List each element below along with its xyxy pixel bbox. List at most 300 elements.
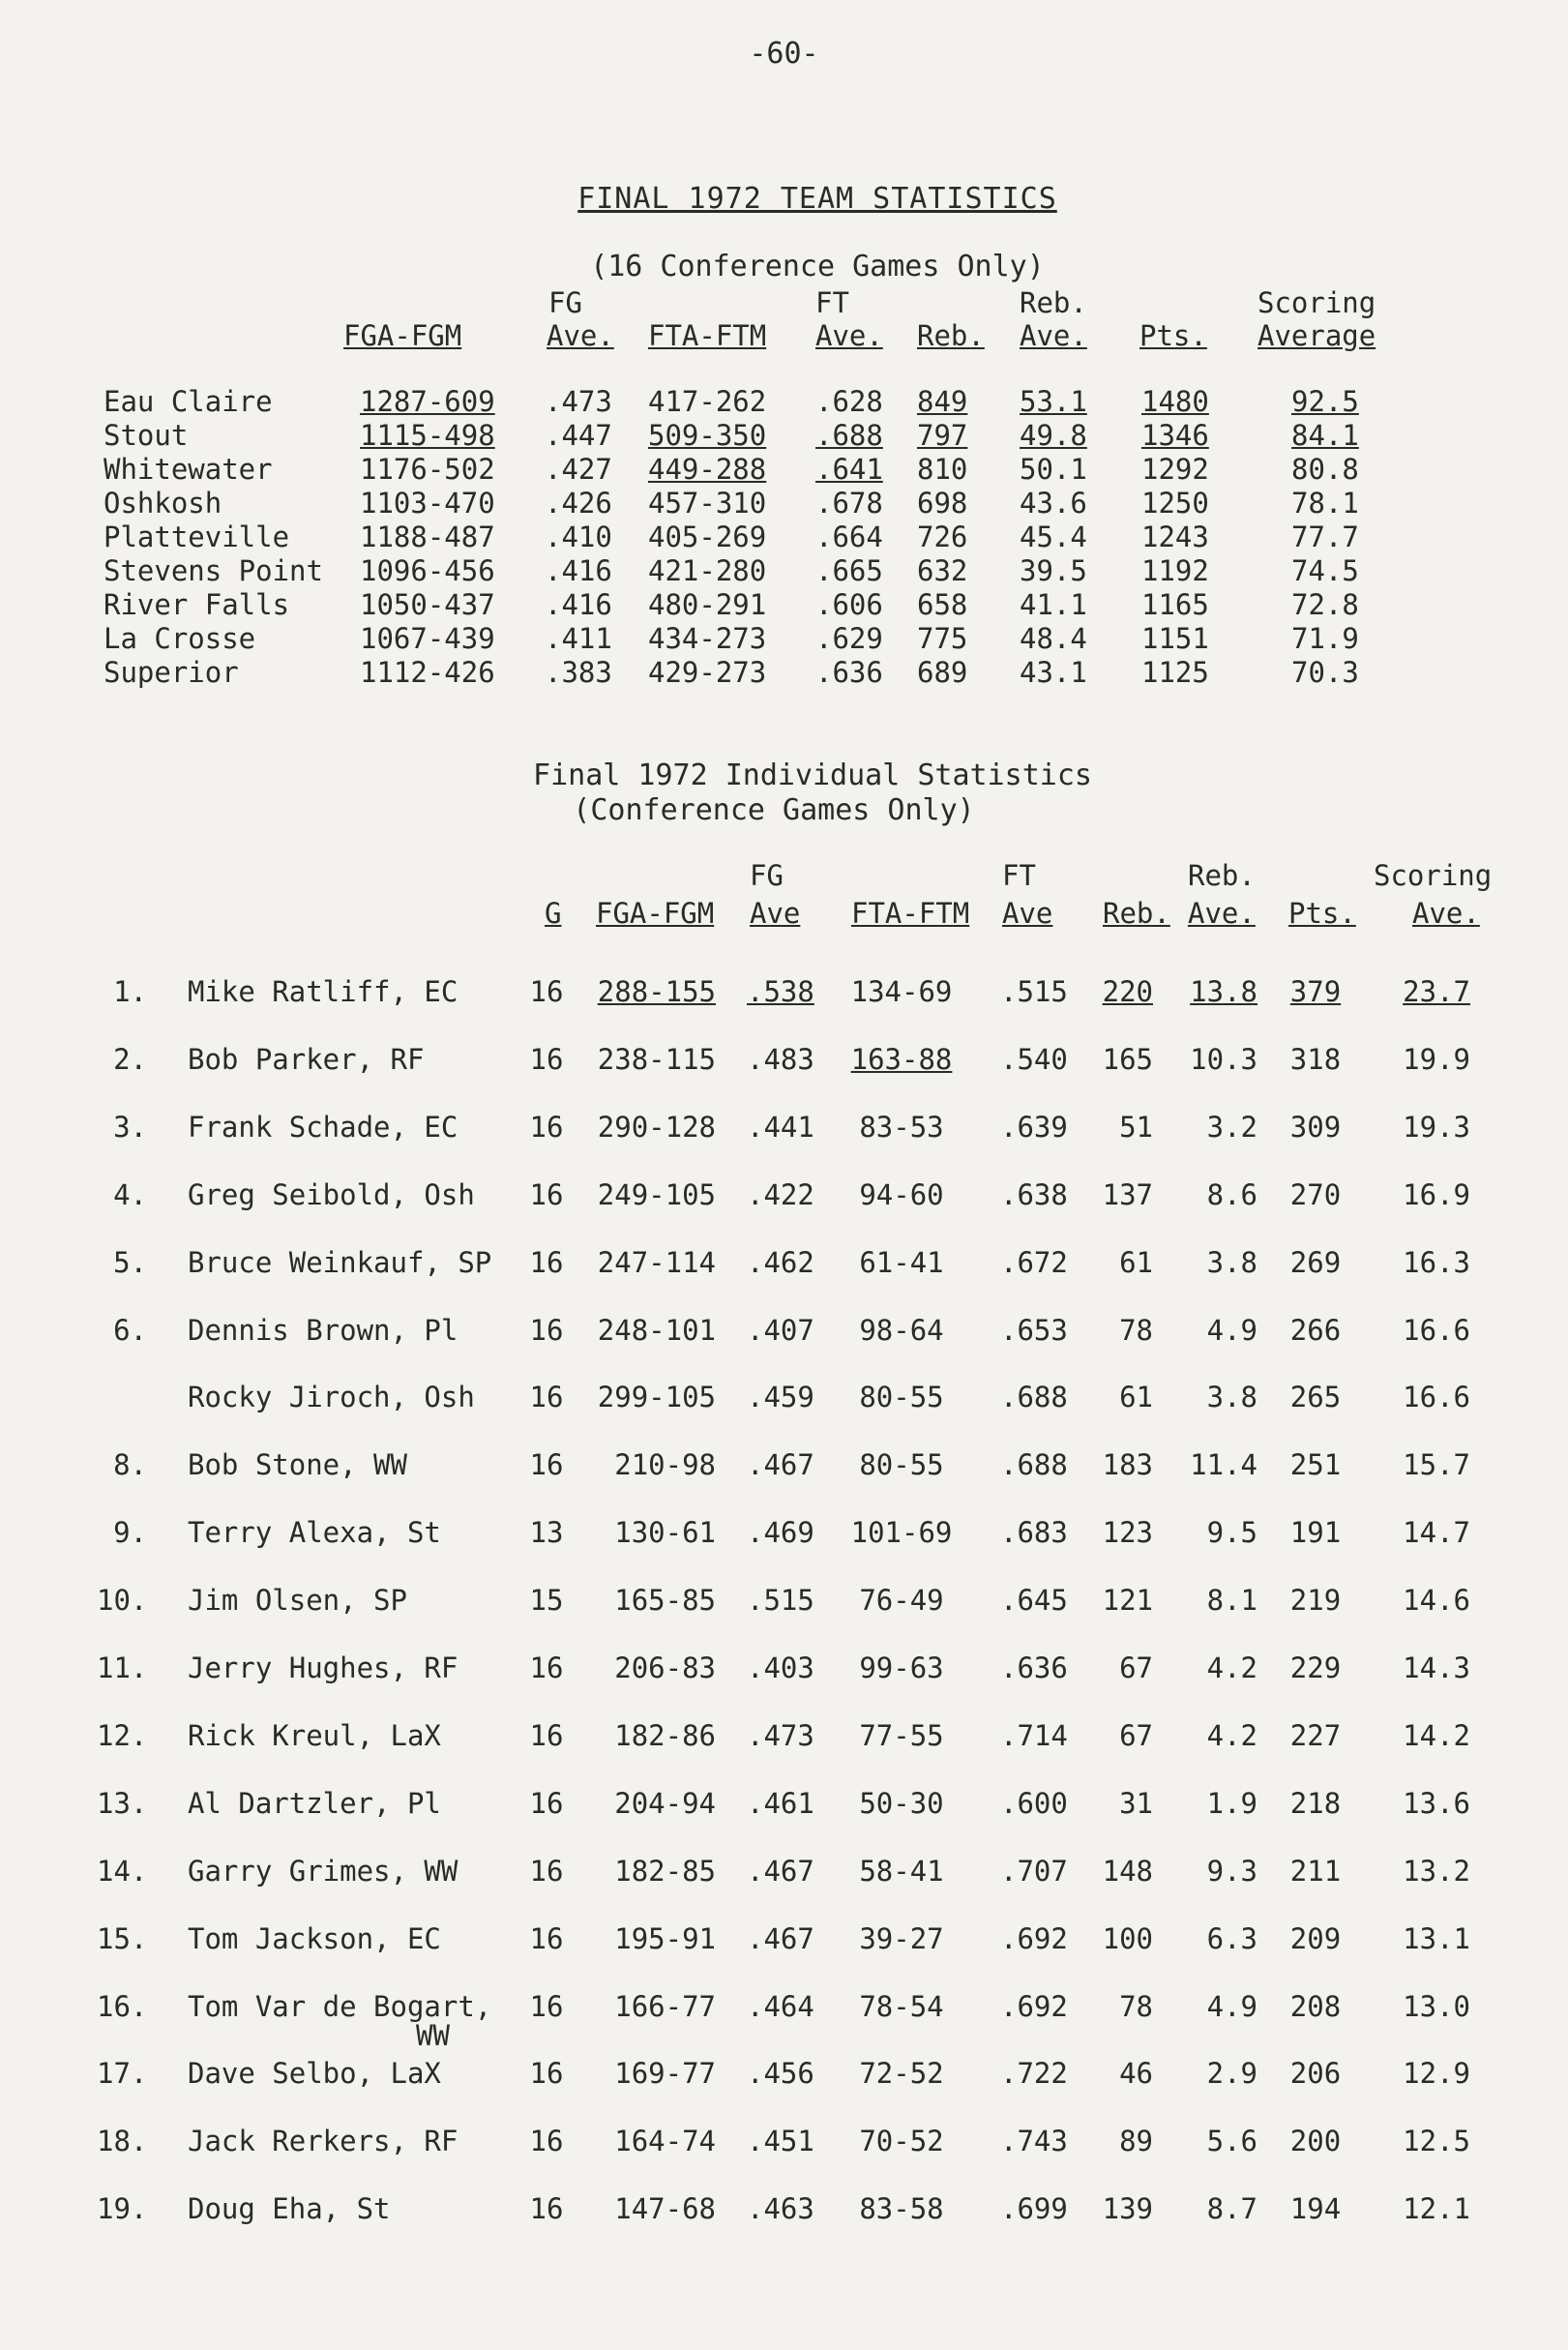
player-fg-ave: .467 (747, 1922, 814, 1955)
team-reb: 810 (917, 453, 968, 486)
player-reb: 61 (1119, 1381, 1153, 1413)
team-avg: 70.3 (1291, 656, 1359, 689)
player-games: 16 (529, 975, 564, 1008)
team-header-pts: Pts. (1139, 319, 1207, 352)
team-pts: 1250 (1141, 487, 1209, 520)
player-name: Jack Rerkers, RF (188, 2125, 459, 2157)
player-reb-ave: 5.6 (1206, 2125, 1257, 2157)
team-pts: 1292 (1141, 453, 1209, 486)
player-fg-ave: .456 (747, 2057, 814, 2090)
player-fta-ftm: 76-49 (859, 1584, 944, 1617)
player-fga-fgm: 182-86 (614, 1719, 716, 1752)
team-reb-ave: 39.5 (1020, 554, 1087, 587)
player-fg-ave: .538 (747, 975, 814, 1008)
team-fg-ave: .410 (545, 521, 612, 553)
team-ft-ave: .636 (815, 656, 883, 689)
player-fga-fgm: 204-94 (614, 1787, 716, 1820)
player-reb-ave: 4.9 (1206, 1990, 1257, 2023)
player-reb: 67 (1119, 1719, 1153, 1752)
team-name: Stout (104, 419, 189, 452)
player-fta-ftm: 163-88 (850, 1043, 953, 1076)
team-avg: 74.5 (1291, 554, 1359, 587)
ind-header-scoring: Scoring (1374, 859, 1493, 892)
player-name: Jim Olsen, SP (188, 1584, 407, 1617)
player-reb: 78 (1119, 1990, 1153, 2023)
player-avg: 13.6 (1403, 1787, 1470, 1820)
player-avg: 15.7 (1403, 1448, 1470, 1481)
player-reb-ave: 3.2 (1206, 1111, 1257, 1144)
player-ft-ave: .699 (1000, 2192, 1068, 2225)
player-ft-ave: .600 (1000, 1787, 1068, 1820)
team-fta-ftm: 480-291 (648, 588, 767, 621)
player-reb-ave: 4.2 (1206, 1651, 1257, 1684)
team-ft-ave: .628 (815, 385, 883, 418)
team-fta-ftm: 449-288 (648, 453, 767, 486)
player-name-continued: WW (416, 2019, 450, 2052)
team-pts: 1192 (1141, 554, 1209, 587)
player-fta-ftm: 101-69 (850, 1516, 953, 1549)
team-fta-ftm: 457-310 (648, 487, 767, 520)
player-pts: 211 (1289, 1855, 1342, 1888)
player-fg-ave: .422 (747, 1178, 814, 1211)
player-fg-ave: .462 (747, 1246, 814, 1279)
player-fg-ave: .515 (747, 1584, 814, 1617)
player-avg: 16.3 (1403, 1246, 1470, 1279)
player-pts: 251 (1289, 1448, 1342, 1481)
team-fga-fgm: 1287-609 (360, 385, 495, 418)
player-reb: 220 (1102, 975, 1153, 1008)
team-pts: 1125 (1141, 656, 1209, 689)
player-name: Tom Var de Bogart, (188, 1990, 492, 2023)
player-pts: 227 (1289, 1719, 1342, 1752)
player-fga-fgm: 182-85 (614, 1855, 716, 1888)
ind-header-ave: Ave. (1412, 897, 1480, 930)
team-pts: 1243 (1141, 521, 1209, 553)
player-pts: 200 (1289, 2125, 1342, 2157)
team-reb-ave: 48.4 (1020, 622, 1087, 655)
player-avg: 12.5 (1403, 2125, 1470, 2157)
player-fg-ave: .467 (747, 1448, 814, 1481)
player-rank: 18. (97, 2125, 148, 2157)
player-reb-ave: 13.8 (1190, 975, 1257, 1008)
team-name: Stevens Point (104, 554, 323, 587)
team-ft-ave: .629 (815, 622, 883, 655)
team-fga-fgm: 1188-487 (360, 521, 495, 553)
player-name: Bob Stone, WW (188, 1448, 407, 1481)
team-fta-ftm: 434-273 (648, 622, 767, 655)
team-reb: 698 (917, 487, 968, 520)
team-avg: 77.7 (1291, 521, 1359, 553)
player-reb: 123 (1102, 1516, 1153, 1549)
player-rank: 3. (113, 1111, 147, 1144)
team-pts: 1346 (1141, 419, 1209, 452)
team-fga-fgm: 1176-502 (360, 453, 495, 486)
player-games: 16 (529, 1111, 564, 1144)
player-name: Mike Ratliff, EC (188, 975, 459, 1008)
player-pts: 318 (1289, 1043, 1342, 1076)
player-reb-ave: 1.9 (1206, 1787, 1257, 1820)
player-avg: 14.6 (1403, 1584, 1470, 1617)
player-games: 16 (529, 1990, 564, 2023)
player-reb: 100 (1102, 1922, 1153, 1955)
player-ft-ave: .692 (1000, 1990, 1068, 2023)
player-fg-ave: .403 (747, 1651, 814, 1684)
player-fta-ftm: 70-52 (859, 2125, 944, 2157)
player-fg-ave: .461 (747, 1787, 814, 1820)
player-name: Rick Kreul, LaX (188, 1719, 441, 1752)
player-fta-ftm: 58-41 (859, 1855, 944, 1888)
team-fga-fgm: 1112-426 (360, 656, 495, 689)
player-fta-ftm: 39-27 (859, 1922, 944, 1955)
player-reb: 148 (1102, 1855, 1153, 1888)
player-pts: 209 (1289, 1922, 1342, 1955)
player-fta-ftm: 61-41 (859, 1246, 944, 1279)
team-reb: 658 (917, 588, 968, 621)
team-reb: 726 (917, 521, 968, 553)
individual-stats-title: Final 1972 Individual Statistics (533, 759, 1092, 792)
player-reb: 139 (1102, 2192, 1153, 2225)
page-number: -60- (749, 37, 819, 71)
team-avg: 80.8 (1291, 453, 1359, 486)
team-avg: 78.1 (1291, 487, 1359, 520)
player-avg: 12.9 (1403, 2057, 1470, 2090)
player-reb-ave: 8.6 (1206, 1178, 1257, 1211)
player-games: 15 (529, 1584, 564, 1617)
player-fga-fgm: 247-114 (597, 1246, 716, 1279)
player-name: Rocky Jiroch, Osh (188, 1381, 475, 1413)
team-reb: 689 (917, 656, 968, 689)
player-ft-ave: .515 (1000, 975, 1068, 1008)
player-reb: 137 (1102, 1178, 1153, 1211)
team-header-fga-fgm: FGA-FGM (343, 319, 462, 352)
team-ft-ave: .678 (815, 487, 883, 520)
player-reb: 165 (1102, 1043, 1153, 1076)
player-rank: 17. (97, 2057, 148, 2090)
team-reb-ave: 45.4 (1020, 521, 1087, 553)
player-games: 16 (529, 2125, 564, 2157)
player-avg: 14.3 (1403, 1651, 1470, 1684)
team-fga-fgm: 1103-470 (360, 487, 495, 520)
player-reb-ave: 8.1 (1206, 1584, 1257, 1617)
team-fg-ave: .416 (545, 554, 612, 587)
player-ft-ave: .707 (1000, 1855, 1068, 1888)
player-games: 16 (529, 2057, 564, 2090)
ind-header-ft-ave: Ave (1002, 897, 1053, 930)
player-name: Jerry Hughes, RF (188, 1651, 459, 1684)
player-rank: 6. (113, 1314, 147, 1347)
player-ft-ave: .645 (1000, 1584, 1068, 1617)
ind-header-reb-top: Reb. (1188, 859, 1256, 892)
player-games: 16 (529, 1855, 564, 1888)
player-ft-ave: .714 (1000, 1719, 1068, 1752)
player-reb-ave: 3.8 (1206, 1246, 1257, 1279)
ind-header-g: G (545, 897, 562, 930)
team-header-reb: Reb. (917, 319, 985, 352)
player-games: 16 (529, 1448, 564, 1481)
player-pts: 218 (1289, 1787, 1342, 1820)
player-games: 16 (529, 1178, 564, 1211)
player-games: 16 (529, 1787, 564, 1820)
player-fg-ave: .483 (747, 1043, 814, 1076)
team-name: River Falls (104, 588, 290, 621)
player-rank: 13. (97, 1787, 148, 1820)
ind-header-ft: FT (1002, 859, 1036, 892)
player-fga-fgm: 165-85 (614, 1584, 716, 1617)
team-header-reb-top: Reb. (1020, 286, 1087, 319)
ind-header-reb: Reb. (1103, 897, 1170, 930)
team-reb-ave: 50.1 (1020, 453, 1087, 486)
player-pts: 191 (1289, 1516, 1342, 1549)
player-fta-ftm: 78-54 (859, 1990, 944, 2023)
player-avg: 23.7 (1403, 975, 1470, 1008)
team-reb: 775 (917, 622, 968, 655)
player-name: Terry Alexa, St (188, 1516, 441, 1549)
player-reb-ave: 4.9 (1206, 1314, 1257, 1347)
player-avg: 16.6 (1403, 1314, 1470, 1347)
player-rank: 8. (113, 1448, 147, 1481)
player-fga-fgm: 238-115 (597, 1043, 716, 1076)
player-fga-fgm: 147-68 (614, 2192, 716, 2225)
player-pts: 206 (1289, 2057, 1342, 2090)
team-ft-ave: .664 (815, 521, 883, 553)
player-name: Bruce Weinkauf, SP (188, 1246, 492, 1279)
player-avg: 19.3 (1403, 1111, 1470, 1144)
player-reb-ave: 8.7 (1206, 2192, 1257, 2225)
player-fga-fgm: 248-101 (597, 1314, 716, 1347)
team-pts: 1151 (1141, 622, 1209, 655)
player-fta-ftm: 99-63 (859, 1651, 944, 1684)
player-games: 16 (529, 1922, 564, 1955)
player-reb: 51 (1119, 1111, 1153, 1144)
team-fg-ave: .383 (545, 656, 612, 689)
player-fga-fgm: 166-77 (614, 1990, 716, 2023)
player-avg: 16.9 (1403, 1178, 1470, 1211)
player-pts: 194 (1289, 2192, 1342, 2225)
team-fg-ave: .427 (545, 453, 612, 486)
player-fg-ave: .469 (747, 1516, 814, 1549)
player-games: 16 (529, 2192, 564, 2225)
team-header-average: Average (1257, 319, 1376, 352)
team-fga-fgm: 1067-439 (360, 622, 495, 655)
team-ft-ave: .641 (815, 453, 883, 486)
player-fta-ftm: 134-69 (850, 975, 953, 1008)
team-ft-ave: .606 (815, 588, 883, 621)
player-fg-ave: .441 (747, 1111, 814, 1144)
player-reb: 78 (1119, 1314, 1153, 1347)
team-stats-subtitle: (16 Conference Games Only) (590, 250, 1045, 283)
player-ft-ave: .638 (1000, 1178, 1068, 1211)
player-reb-ave: 2.9 (1206, 2057, 1257, 2090)
team-name: La Crosse (104, 622, 256, 655)
player-fg-ave: .459 (747, 1381, 814, 1413)
player-ft-ave: .672 (1000, 1246, 1068, 1279)
team-fga-fgm: 1096-456 (360, 554, 495, 587)
team-header-ft-ave: Ave. (815, 319, 883, 352)
ind-header-fg-ave: Ave (750, 897, 801, 930)
team-ft-ave: .688 (815, 419, 883, 452)
team-reb: 632 (917, 554, 968, 587)
player-rank: 15. (97, 1922, 148, 1955)
player-ft-ave: .639 (1000, 1111, 1068, 1144)
player-pts: 229 (1289, 1651, 1342, 1684)
team-name: Superior (104, 656, 239, 689)
player-fga-fgm: 195-91 (614, 1922, 716, 1955)
player-rank: 4. (113, 1178, 147, 1211)
player-rank: 11. (97, 1651, 148, 1684)
player-avg: 14.2 (1403, 1719, 1470, 1752)
player-fga-fgm: 290-128 (597, 1111, 716, 1144)
player-ft-ave: .540 (1000, 1043, 1068, 1076)
player-ft-ave: .653 (1000, 1314, 1068, 1347)
player-fg-ave: .467 (747, 1855, 814, 1888)
player-avg: 13.2 (1403, 1855, 1470, 1888)
team-fta-ftm: 417-262 (648, 385, 767, 418)
team-reb: 797 (917, 419, 968, 452)
team-name: Whitewater (104, 453, 273, 486)
team-header-ft: FT (815, 286, 849, 319)
team-header-scoring: Scoring (1257, 286, 1376, 319)
player-reb-ave: 9.3 (1206, 1855, 1257, 1888)
player-fg-ave: .473 (747, 1719, 814, 1752)
player-reb: 46 (1119, 2057, 1153, 2090)
player-reb: 67 (1119, 1651, 1153, 1684)
team-avg: 84.1 (1291, 419, 1359, 452)
player-fga-fgm: 206-83 (614, 1651, 716, 1684)
player-name: Tom Jackson, EC (188, 1922, 441, 1955)
player-fg-ave: .464 (747, 1990, 814, 2023)
team-fg-ave: .411 (545, 622, 612, 655)
player-ft-ave: .743 (1000, 2125, 1068, 2157)
player-reb: 121 (1102, 1584, 1153, 1617)
player-fga-fgm: 249-105 (597, 1178, 716, 1211)
player-avg: 13.1 (1403, 1922, 1470, 1955)
player-fg-ave: .407 (747, 1314, 814, 1347)
player-fta-ftm: 50-30 (859, 1787, 944, 1820)
player-fta-ftm: 80-55 (859, 1381, 944, 1413)
player-ft-ave: .683 (1000, 1516, 1068, 1549)
team-avg: 72.8 (1291, 588, 1359, 621)
ind-header-fga-fgm: FGA-FGM (596, 897, 715, 930)
team-ft-ave: .665 (815, 554, 883, 587)
player-reb-ave: 10.3 (1190, 1043, 1257, 1076)
player-rank: 5. (113, 1246, 147, 1279)
player-pts: 379 (1289, 975, 1342, 1008)
player-fg-ave: .451 (747, 2125, 814, 2157)
player-rank: 2. (113, 1043, 147, 1076)
player-ft-ave: .636 (1000, 1651, 1068, 1684)
player-games: 16 (529, 1719, 564, 1752)
team-header-fg-ave: Ave. (547, 319, 614, 352)
team-reb-ave: 41.1 (1020, 588, 1087, 621)
player-pts: 269 (1289, 1246, 1342, 1279)
player-pts: 266 (1289, 1314, 1342, 1347)
team-fg-ave: .447 (545, 419, 612, 452)
player-name: Doug Eha, St (188, 2192, 391, 2225)
team-fg-ave: .426 (545, 487, 612, 520)
player-avg: 14.7 (1403, 1516, 1470, 1549)
player-avg: 12.1 (1403, 2192, 1470, 2225)
player-games: 16 (529, 1651, 564, 1684)
team-stats-title: FINAL 1972 TEAM STATISTICS (577, 182, 1057, 216)
player-games: 16 (529, 1043, 564, 1076)
ind-header-reb-ave: Ave. (1188, 897, 1256, 930)
player-reb-ave: 11.4 (1190, 1448, 1257, 1481)
team-fg-ave: .416 (545, 588, 612, 621)
player-fga-fgm: 164-74 (614, 2125, 716, 2157)
player-fga-fgm: 210-98 (614, 1448, 716, 1481)
team-header-reb-ave: Ave. (1020, 319, 1087, 352)
player-fta-ftm: 72-52 (859, 2057, 944, 2090)
player-reb: 89 (1119, 2125, 1153, 2157)
player-name: Greg Seibold, Osh (188, 1178, 475, 1211)
team-fta-ftm: 421-280 (648, 554, 767, 587)
player-fga-fgm: 288-155 (597, 975, 716, 1008)
player-reb: 183 (1102, 1448, 1153, 1481)
player-rank: 16. (97, 1990, 148, 2023)
player-games: 16 (529, 1314, 564, 1347)
player-games: 13 (529, 1516, 564, 1549)
team-fta-ftm: 405-269 (648, 521, 767, 553)
ind-header-fta-ftm: FTA-FTM (851, 897, 970, 930)
player-avg: 13.0 (1403, 1990, 1470, 2023)
team-header-fg: FG (548, 286, 582, 319)
team-fta-ftm: 509-350 (648, 419, 767, 452)
player-avg: 19.9 (1403, 1043, 1470, 1076)
team-name: Eau Claire (104, 385, 273, 418)
player-fga-fgm: 130-61 (614, 1516, 716, 1549)
team-fga-fgm: 1115-498 (360, 419, 495, 452)
player-name: Frank Schade, EC (188, 1111, 459, 1144)
player-ft-ave: .688 (1000, 1381, 1068, 1413)
team-name: Oshkosh (104, 487, 222, 520)
player-rank: 14. (97, 1855, 148, 1888)
player-ft-ave: .692 (1000, 1922, 1068, 1955)
player-games: 16 (529, 1381, 564, 1413)
team-fg-ave: .473 (545, 385, 612, 418)
team-fta-ftm: 429-273 (648, 656, 767, 689)
player-pts: 270 (1289, 1178, 1342, 1211)
player-fta-ftm: 98-64 (859, 1314, 944, 1347)
player-rank: 9. (113, 1516, 147, 1549)
player-rank: 10. (97, 1584, 148, 1617)
player-fta-ftm: 77-55 (859, 1719, 944, 1752)
player-ft-ave: .688 (1000, 1448, 1068, 1481)
player-games: 16 (529, 1246, 564, 1279)
player-name: Garry Grimes, WW (188, 1855, 459, 1888)
player-reb-ave: 6.3 (1206, 1922, 1257, 1955)
team-reb-ave: 53.1 (1020, 385, 1087, 418)
player-pts: 309 (1289, 1111, 1342, 1144)
player-rank: 1. (113, 975, 147, 1008)
player-reb-ave: 9.5 (1206, 1516, 1257, 1549)
player-fta-ftm: 94-60 (859, 1178, 944, 1211)
player-name: Dennis Brown, Pl (188, 1314, 459, 1347)
player-name: Bob Parker, RF (188, 1043, 425, 1076)
player-reb: 61 (1119, 1246, 1153, 1279)
ind-header-fg: FG (750, 859, 784, 892)
player-pts: 219 (1289, 1584, 1342, 1617)
player-name: Al Dartzler, Pl (188, 1787, 441, 1820)
player-name: Dave Selbo, LaX (188, 2057, 441, 2090)
player-reb: 31 (1119, 1787, 1153, 1820)
team-name: Platteville (104, 521, 290, 553)
team-reb-ave: 49.8 (1020, 419, 1087, 452)
individual-stats-subtitle: (Conference Games Only) (573, 793, 975, 827)
team-pts: 1480 (1141, 385, 1209, 418)
team-reb-ave: 43.6 (1020, 487, 1087, 520)
player-fg-ave: .463 (747, 2192, 814, 2225)
player-pts: 265 (1289, 1381, 1342, 1413)
